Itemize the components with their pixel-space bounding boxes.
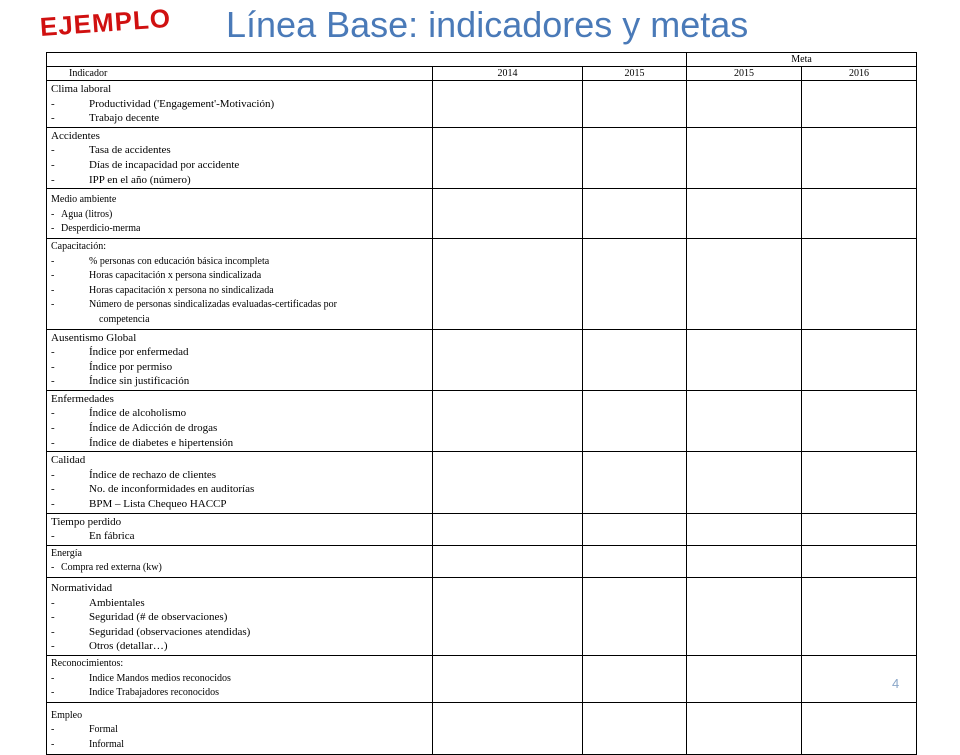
value-cell (433, 189, 583, 239)
year-header: 2015 (583, 67, 687, 81)
indicator-title: Medio ambiente (51, 194, 117, 206)
indicator-cell: Reconocimientos: - Indice Mandos medios reconocidos - Indice Trabajadores reconocidos (47, 656, 432, 702)
indicator-item: En fábrica (89, 530, 135, 543)
table-row (47, 513, 917, 545)
indicator-item: Seguridad (observaciones atendidas) (89, 625, 251, 638)
value-cell (802, 189, 917, 239)
value-cell (583, 390, 687, 451)
indicator-item: Índice de rechazo de clientes (89, 468, 217, 481)
value-cell (687, 390, 802, 451)
indicator-title: Empleo (51, 709, 83, 721)
indicator-title: Enfermedades (51, 392, 114, 405)
header-blank (47, 53, 687, 67)
meta-header: Meta (687, 53, 917, 67)
indicator-item: Compra red externa (kw) (61, 562, 162, 574)
indicator-item: Índice de alcoholismo (89, 407, 187, 420)
indicator-title: Tiempo perdido (51, 515, 122, 528)
value-cell (802, 390, 917, 451)
value-cell (687, 702, 802, 754)
indicator-item: Productividad ('Engagement'-Motivación) (89, 97, 275, 110)
value-cell (583, 81, 687, 128)
table-row (47, 452, 917, 513)
indicator-item-continuation: competencia (99, 313, 150, 325)
value-cell (433, 238, 583, 329)
indicator-cell: Ausentismo Global - Índice por enfermedad - Índice por permiso - Índice sin justificación (47, 330, 432, 390)
table-row (47, 578, 917, 656)
indicator-item: Índice de Adicción de drogas (89, 422, 218, 435)
indicator-item: Índice por permiso (89, 360, 173, 373)
value-cell (433, 127, 583, 188)
meta-header-row (47, 53, 917, 67)
indicator-title: Capacitación: (51, 240, 106, 252)
value-cell (583, 702, 687, 754)
value-cell (583, 545, 687, 577)
value-cell (802, 452, 917, 513)
table-row (47, 238, 917, 329)
value-cell (687, 545, 802, 577)
value-cell (583, 513, 687, 545)
indicator-cell: Capacitación: - % personas con educación básica incompleta - Horas capacitación x persona sindicalizada - Horas capacitación x persona no sindicalizada - Número de personas sindicalizadas evaluadas-certificadas por competencia (47, 239, 432, 329)
indicator-item: Desperdicio-merma (61, 223, 141, 235)
indicator-item: No. de inconformidades en auditorías (89, 483, 255, 496)
indicator-item: Seguridad (# de observaciones) (89, 611, 228, 624)
indicator-title: Calidad (51, 454, 86, 467)
value-cell (433, 329, 583, 390)
value-cell (687, 189, 802, 239)
value-cell (802, 513, 917, 545)
value-cell (583, 238, 687, 329)
value-cell (802, 81, 917, 128)
indicator-item: Índice sin justificación (89, 375, 190, 388)
indicator-cell: Normatividad - Ambientales - Seguridad (# de observaciones) - Seguridad (observaciones atendidas) - Otros (detallar…) (47, 578, 432, 655)
table-row (47, 127, 917, 188)
table-row (47, 702, 917, 754)
value-cell (433, 702, 583, 754)
indicator-cell: Accidentes - Tasa de accidentes - Días de incapacidad por accidente - IPP en el año (número) (47, 128, 432, 188)
value-cell (433, 452, 583, 513)
page-number: 4 (892, 676, 900, 691)
value-cell (433, 545, 583, 577)
year-header: 2015 (687, 67, 802, 81)
value-cell (583, 189, 687, 239)
indicator-item: Trabajo decente (89, 112, 160, 125)
value-cell (433, 655, 583, 702)
value-cell (433, 513, 583, 545)
indicator-title: Clima laboral (51, 83, 112, 95)
indicator-item: Indice Mandos medios reconocidos (89, 672, 231, 684)
ejemplo-badge: EJEMPLO (38, 2, 172, 42)
indicator-title: Normatividad (51, 582, 113, 594)
value-cell (583, 578, 687, 656)
value-cell (802, 702, 917, 754)
page-title: Línea Base: indicadores y metas (226, 4, 749, 45)
indicator-item: IPP en el año (número) (89, 173, 191, 186)
value-cell (687, 452, 802, 513)
value-cell (687, 513, 802, 545)
value-cell (802, 545, 917, 577)
table-row (47, 329, 917, 390)
value-cell (433, 578, 583, 656)
indicator-header: Indicador (47, 67, 433, 81)
column-header-row (47, 67, 917, 81)
indicator-cell: Empleo - Formal - Informal (47, 703, 432, 754)
indicator-item: Formal (89, 724, 118, 736)
value-cell (802, 578, 917, 656)
value-cell (687, 655, 802, 702)
indicator-item: BPM – Lista Chequeo HACCP (89, 498, 227, 511)
indicator-item: Horas capacitación x persona sindicalizada (89, 270, 262, 282)
value-cell (687, 578, 802, 656)
indicator-cell: Calidad - Índice de rechazo de clientes - No. de inconformidades en auditorías - BPM – Lista Chequeo HACCP (47, 452, 432, 512)
indicator-title: Ausentismo Global (51, 331, 137, 344)
year-header: 2016 (802, 67, 917, 81)
indicator-item: Índice por enfermedad (89, 346, 189, 359)
indicator-cell: Clima laboral - Productividad ('Engagement'-Motivación) - Trabajo decente (47, 81, 432, 127)
value-cell (687, 127, 802, 188)
value-cell (433, 390, 583, 451)
value-cell (802, 655, 917, 702)
indicator-item: Días de incapacidad por accidente (89, 158, 240, 171)
value-cell (687, 329, 802, 390)
value-cell (583, 452, 687, 513)
value-cell (583, 329, 687, 390)
year-header: 2014 (433, 67, 583, 81)
indicator-item: Índice de diabetes e hipertensión (89, 436, 234, 449)
value-cell (802, 329, 917, 390)
value-cell (687, 238, 802, 329)
indicator-cell: Tiempo perdido - En fábrica (47, 514, 432, 545)
indicator-cell: Energía - Compra red externa (kw) (47, 546, 432, 577)
indicator-item: Otros (detallar…) (89, 640, 168, 653)
indicator-item: Ambientales (89, 596, 145, 609)
table-row (47, 390, 917, 451)
indicator-item: Agua (litros) (61, 208, 113, 220)
indicator-cell: Enfermedades - Índice de alcoholismo - Índice de Adicción de drogas - Índice de diabetes e hipertensión (47, 391, 432, 451)
indicator-title: Accidentes (51, 129, 100, 142)
value-cell (583, 655, 687, 702)
value-cell (687, 81, 802, 128)
indicator-item: Número de personas sindicalizadas evaluadas-certificadas por (89, 299, 337, 311)
value-cell (583, 127, 687, 188)
table-row (47, 81, 917, 128)
indicator-title: Energía (51, 547, 82, 559)
indicators-table (46, 52, 917, 755)
table-row (47, 189, 917, 239)
value-cell (433, 81, 583, 128)
indicator-item: Informal (89, 738, 124, 750)
indicator-item: Indice Trabajadores reconocidos (89, 687, 219, 699)
table-row (47, 545, 917, 577)
indicator-item: Tasa de accidentes (89, 144, 171, 157)
indicator-item: % personas con educación básica incompleta (89, 255, 270, 267)
table-row (47, 655, 917, 702)
indicator-cell: Medio ambiente - Agua (litros) - Desperdicio-merma (47, 189, 432, 238)
value-cell (802, 238, 917, 329)
indicator-item: Horas capacitación x persona no sindicalizada (89, 284, 274, 296)
indicator-title: Reconocimientos: (51, 657, 124, 669)
value-cell (802, 127, 917, 188)
